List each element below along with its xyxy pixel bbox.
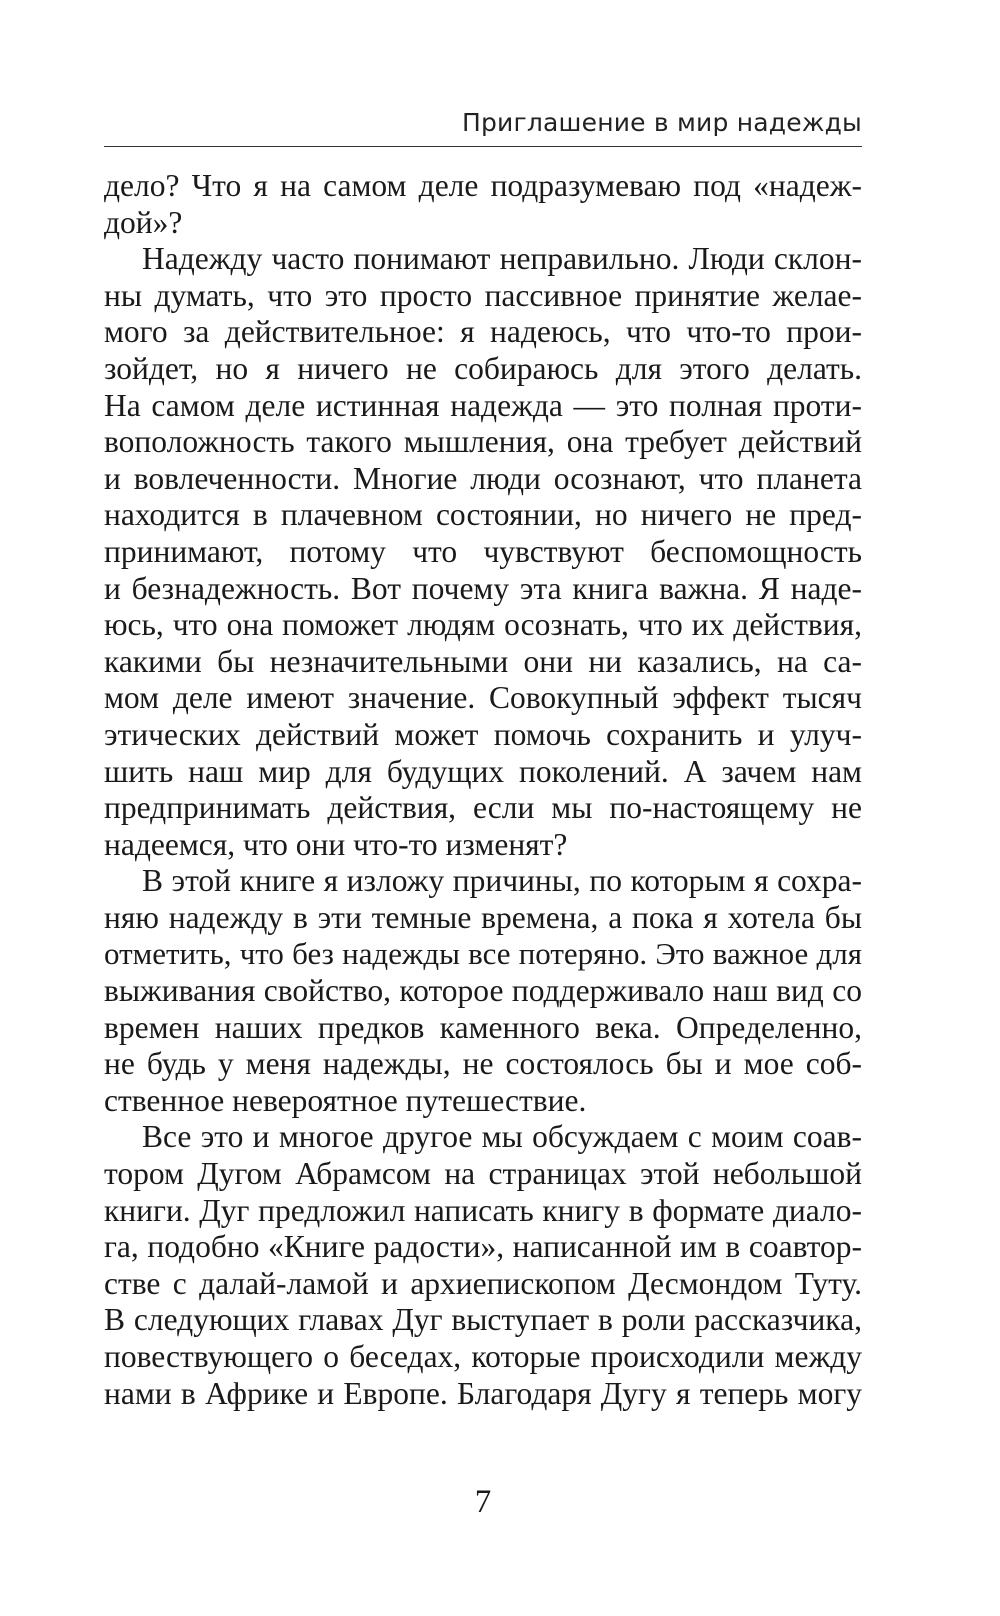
text-line: этических действий может помочь сохранить и улуч- (104, 716, 862, 752)
text-line: предпринимать действия, если мы по-настоящему не (104, 790, 862, 826)
body-text (104, 168, 862, 1412)
running-head: Приглашение в мир надежды (461, 108, 862, 137)
text-line: тором Дугом Абрамсом на страницах этой небольшой (104, 1156, 862, 1192)
text-line: дой»? (104, 204, 183, 240)
text-line: шить наш мир для будущих поколений. А зачем нам (104, 753, 862, 789)
text-line: Все это и многое другое мы обсуждаем с моим соав- (142, 1119, 862, 1155)
text-line: зойдет, но я ничего не собираюсь для этого делать. (104, 350, 862, 386)
text-line: юсь, что она поможет людям осознать, что их действия, (104, 607, 862, 643)
text-line: и вовлеченности. Многие люди осознают, что планета (104, 460, 862, 496)
text-line: и безнадежность. Вот почему эта книга важна. Я наде- (104, 570, 862, 606)
text-line: ственное невероятное путешествие. (104, 1082, 587, 1118)
text-line: дело? Что я на самом деле подразумеваю под «надеж- (104, 168, 862, 203)
text-line: принимают, потому что чувствуют беспомощность (104, 533, 862, 569)
text-line: времен наших предков каменного века. Определенно, (104, 1009, 862, 1045)
page-number: 7 (474, 1484, 492, 1520)
text-line: не будь у меня надежды, не состоялось бы и мое соб- (104, 1046, 862, 1082)
text-line: отметить, что без надежды все потеряно. Это важное для (104, 936, 862, 972)
text-line: ны думать, что это просто пассивное принятие желае- (104, 277, 862, 313)
text-line: стве с далай-ламой и архиепископом Десмондом Туту. (104, 1265, 862, 1301)
text-line: находится в плачевном состоянии, но ничего не пред- (104, 497, 862, 533)
text-line: В следующих главах Дуг выступает в роли рассказчика, (104, 1302, 862, 1338)
text-line: какими бы незначительными они ни казались, на са- (104, 643, 862, 679)
text-line: На самом деле истинная надежда — это полная проти- (104, 387, 862, 423)
text-line: книги. Дуг предложил написать книгу в формате диало- (104, 1192, 862, 1228)
text-line: надеемся, что они что-то изменят? (104, 826, 568, 862)
text-line: мом деле имеют значение. Совокупный эффект тысяч (104, 680, 862, 716)
text-line: воположность такого мышления, она требует действий (104, 424, 862, 460)
text-line: нами в Африке и Европе. Благодаря Дугу я теперь могу (104, 1375, 862, 1411)
text-line: повествующего о беседах, которые происходили между (104, 1339, 862, 1374)
text-line: га, подобно «Книге радости», написанной им в соавтор- (104, 1229, 862, 1265)
header-rule (104, 146, 862, 147)
text-line: В этой книге я изложу причины, по которым я сохра- (142, 863, 862, 899)
text-line: Надежду часто понимают неправильно. Люди склон- (142, 241, 862, 277)
text-line: выживания свойство, которое поддерживало наш вид со (104, 973, 862, 1009)
text-line: няю надежду в эти темные времена, а пока я хотела бы (104, 899, 862, 935)
text-line: мого за действительное: я надеюсь, что что-то прои- (104, 314, 862, 350)
